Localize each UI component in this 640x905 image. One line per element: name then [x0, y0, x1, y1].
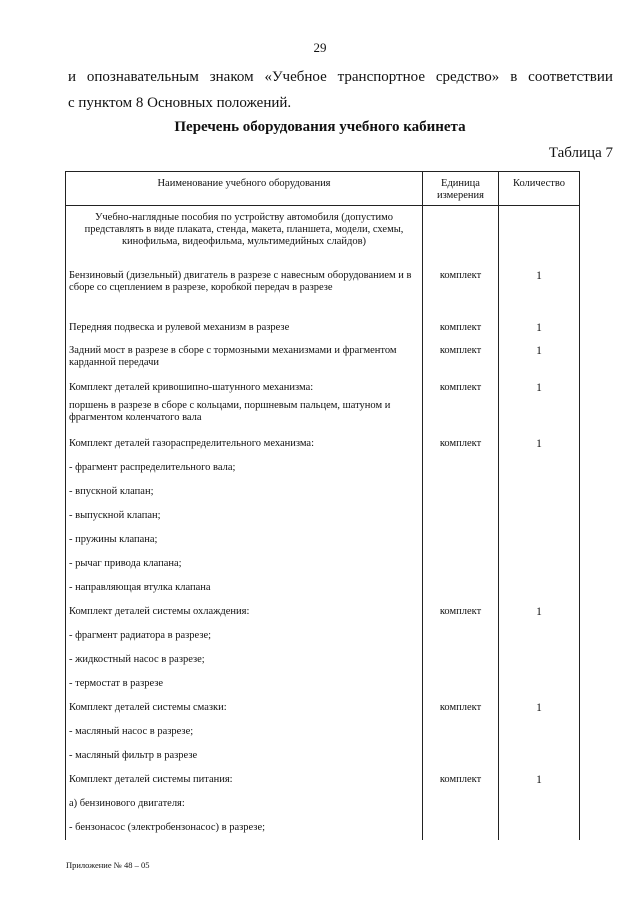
- quantity-cell: [499, 720, 580, 744]
- quantity-cell: 1: [499, 600, 580, 624]
- unit-cell: [423, 398, 499, 432]
- table-row: [66, 792, 580, 816]
- unit-cell: [423, 648, 499, 672]
- unit-cell: комплект: [423, 374, 499, 398]
- equipment-name-cell: Комплект деталей системы питания:: [66, 768, 423, 792]
- unit-cell: [423, 624, 499, 648]
- intro-word: и: [68, 69, 77, 85]
- quantity-cell: [499, 552, 580, 576]
- equipment-name-cell: Комплект деталей кривошипно-шатунного механизма:: [66, 374, 423, 398]
- unit-cell: [423, 792, 499, 816]
- equipment-name-cell: - масляный насос в разрезе;: [66, 720, 423, 744]
- intro-line-2: с пунктом 8 Основных положений.: [68, 95, 292, 111]
- intro-word: в: [510, 69, 518, 85]
- table-row: [66, 768, 580, 792]
- quantity-cell: [499, 528, 580, 552]
- quantity-cell: [499, 576, 580, 600]
- unit-cell: [423, 552, 499, 576]
- unit-cell: [423, 672, 499, 696]
- intro-word: соответствии: [528, 69, 613, 85]
- table-row: [66, 398, 580, 432]
- equipment-name-cell: поршень в разрезе в сборе с кольцами, поршневым пальцем, шатуном и фрагментом коленчатого вала: [66, 398, 423, 432]
- unit-cell: [423, 456, 499, 480]
- equipment-name-cell: Комплект деталей газораспределительного механизма:: [66, 432, 423, 456]
- unit-cell: [423, 528, 499, 552]
- equipment-table: [65, 171, 580, 840]
- unit-cell: [423, 480, 499, 504]
- equipment-name-cell: а) бензинового двигателя:: [66, 792, 423, 816]
- quantity-cell: [499, 744, 580, 768]
- unit-cell: [423, 816, 499, 840]
- intro-word: «Учебное: [264, 69, 327, 85]
- table-row: [66, 648, 580, 672]
- equipment-name-cell: Комплект деталей системы охлаждения:: [66, 600, 423, 624]
- quantity-cell: 1: [499, 374, 580, 398]
- quantity-cell: [499, 480, 580, 504]
- intro-word: опознавательным: [86, 69, 199, 85]
- equipment-name-cell: Бензиновый (дизельный) двигатель в разрезе с навесным оборудованием и в сборе со сцеплением в разрезе, коробкой передач в разрезе: [66, 264, 423, 316]
- table-row: [66, 206, 580, 264]
- unit-cell: комплект: [423, 340, 499, 374]
- equipment-name-cell: - термостат в разрезе: [66, 672, 423, 696]
- table-row: [66, 672, 580, 696]
- equipment-name-cell: - бензонасос (электробензонасос) в разрезе;: [66, 816, 423, 840]
- equipment-name-cell: Комплект деталей системы смазки:: [66, 696, 423, 720]
- unit-cell: комплект: [423, 316, 499, 340]
- page-number: 29: [313, 40, 327, 55]
- table-row: [66, 576, 580, 600]
- unit-cell: [423, 720, 499, 744]
- quantity-cell: [499, 816, 580, 840]
- unit-cell: комплект: [423, 696, 499, 720]
- unit-cell: [423, 744, 499, 768]
- table-row: [66, 528, 580, 552]
- quantity-cell: 1: [499, 696, 580, 720]
- table-row: [66, 264, 580, 316]
- header-quantity: Количество: [499, 172, 580, 206]
- table-row: [66, 744, 580, 768]
- quantity-cell: 1: [499, 264, 580, 316]
- unit-cell: [423, 504, 499, 528]
- equipment-name-cell: - выпускной клапан;: [66, 504, 423, 528]
- table-label: Таблица 7: [548, 145, 613, 161]
- quantity-cell: 1: [499, 432, 580, 456]
- equipment-name-cell: - масляный фильтр в разрезе: [66, 744, 423, 768]
- equipment-name-cell: - направляющая втулка клапана: [66, 576, 423, 600]
- equipment-name-cell: - фрагмент радиатора в разрезе;: [66, 624, 423, 648]
- table-row: [66, 456, 580, 480]
- unit-cell: [423, 206, 499, 264]
- quantity-cell: 1: [499, 340, 580, 374]
- header-name: Наименование учебного оборудования: [66, 172, 423, 206]
- table-row: [66, 480, 580, 504]
- unit-cell: комплект: [423, 264, 499, 316]
- table-row: [66, 432, 580, 456]
- quantity-cell: [499, 456, 580, 480]
- equipment-name-cell: - рычаг привода клапана;: [66, 552, 423, 576]
- table-row: [66, 552, 580, 576]
- quantity-cell: [499, 206, 580, 264]
- intro-line-1: [68, 64, 613, 90]
- equipment-name-cell: - фрагмент распределительного вала;: [66, 456, 423, 480]
- unit-cell: [423, 576, 499, 600]
- unit-cell: комплект: [423, 768, 499, 792]
- quantity-cell: [499, 792, 580, 816]
- equipment-name-cell: Передняя подвеска и рулевой механизм в разрезе: [66, 316, 423, 340]
- table-row: [66, 316, 580, 340]
- footer-note: Приложение № 48 – 05: [66, 860, 150, 870]
- table-row: [66, 374, 580, 398]
- table-row: [66, 816, 580, 840]
- equipment-name-cell: - впускной клапан;: [66, 480, 423, 504]
- table-row: [66, 340, 580, 374]
- equipment-name-cell: - пружины клапана;: [66, 528, 423, 552]
- intro-word: знаком: [209, 69, 254, 85]
- quantity-cell: 1: [499, 316, 580, 340]
- quantity-cell: [499, 398, 580, 432]
- intro-word: транспортное: [337, 69, 425, 85]
- quantity-cell: 1: [499, 768, 580, 792]
- header-unit: Единица измерения: [423, 172, 499, 206]
- table-row: [66, 720, 580, 744]
- unit-cell: комплект: [423, 432, 499, 456]
- quantity-cell: [499, 624, 580, 648]
- equipment-name-cell: - жидкостный насос в разрезе;: [66, 648, 423, 672]
- table-row: [66, 696, 580, 720]
- equipment-name-cell: Задний мост в разрезе в сборе с тормозными механизмами и фрагментом карданной передачи: [66, 340, 423, 374]
- equipment-name-cell: Учебно-наглядные пособия по устройству автомобиля (допустимо представлять в виде плаката, стенда, макета, планшета, модели, схемы, кинофильма, видеофильма, мультимедийных слайдов): [66, 206, 423, 264]
- intro-paragraph: [68, 64, 613, 116]
- intro-word: средство»: [435, 69, 500, 85]
- table-row: [66, 504, 580, 528]
- quantity-cell: [499, 672, 580, 696]
- document-title: Перечень оборудования учебного кабинета: [174, 119, 466, 135]
- table-row: [66, 624, 580, 648]
- unit-cell: комплект: [423, 600, 499, 624]
- quantity-cell: [499, 504, 580, 528]
- table-row: [66, 600, 580, 624]
- table-header-row: [66, 172, 580, 206]
- quantity-cell: [499, 648, 580, 672]
